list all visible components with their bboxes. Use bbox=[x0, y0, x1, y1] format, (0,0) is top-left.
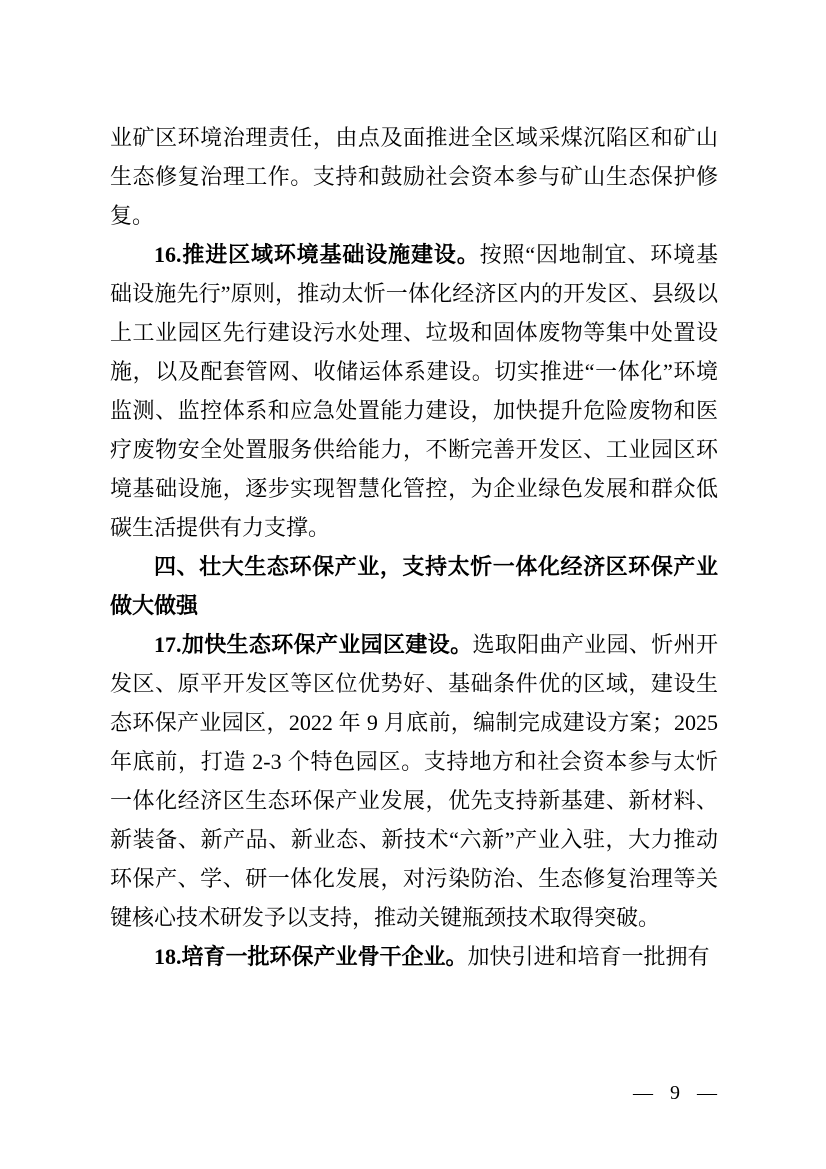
paragraph-continuation bbox=[110, 118, 718, 235]
paragraph-item-18 bbox=[110, 937, 718, 976]
paragraph-text: 加快引进和培育一批拥有 bbox=[467, 944, 710, 969]
paragraph-text: 业矿区环境治理责任，由点及面推进全区域采煤沉陷区和矿山生态修复治理工作。支持和鼓励社会资本参与矿山生态保护修复。 bbox=[110, 125, 718, 228]
paragraph-item-17 bbox=[110, 625, 718, 937]
paragraph-text: 按照“因地制宜、环境基础设施先行”原则，推动太忻一体化经济区内的开发区、县级以上工业园区先行建设污水处理、垃圾和固体废物等集中处置设施，以及配套管网、收储运体系建设。切实推进“一体化”环境监测、监控体系和应急处置能力建设，加快提升危险废物和医疗废物安全处置服务供给能力，不断完善开发区、工业园区环境基础设施，逐步实现智慧化管控，为企业绿色发展和群众低碳生活提供有力支撑。 bbox=[110, 242, 718, 540]
paragraph-lead: 16.推进区域环境基础设施建设。 bbox=[154, 242, 480, 267]
paragraph-lead: 17.加快生态环保产业园区建设。 bbox=[154, 632, 473, 657]
page-number: — 9 — bbox=[633, 1082, 718, 1104]
paragraph-lead: 18.培育一批环保产业骨干企业。 bbox=[154, 944, 468, 969]
section-heading-text: 四、壮大生态环保产业，支持太忻一体化经济区环保产业做大做强 bbox=[110, 554, 718, 618]
paragraph-item-16 bbox=[110, 235, 718, 547]
section-heading bbox=[110, 547, 718, 625]
paragraph-text: 选取阳曲产业园、忻州开发区、原平开发区等区位优势好、基础条件优的区域，建设生态环保产业园区，2022 年 9 月底前，编制完成建设方案；2025 年底前，打造 2-3 个特色园区。支持地方和社会资本参与太忻一体化经济区生态环保产业发展，优先支持新基建、新材料、新装备、新产品、新业态、新技术“六新”产业入驻，大力推动环保产、学、研一体化发展，对污染防治、生态修复治理等关键核心技术研发予以支持，推动关键瓶颈技术取得突破。 bbox=[110, 632, 718, 930]
document-body bbox=[110, 118, 718, 976]
